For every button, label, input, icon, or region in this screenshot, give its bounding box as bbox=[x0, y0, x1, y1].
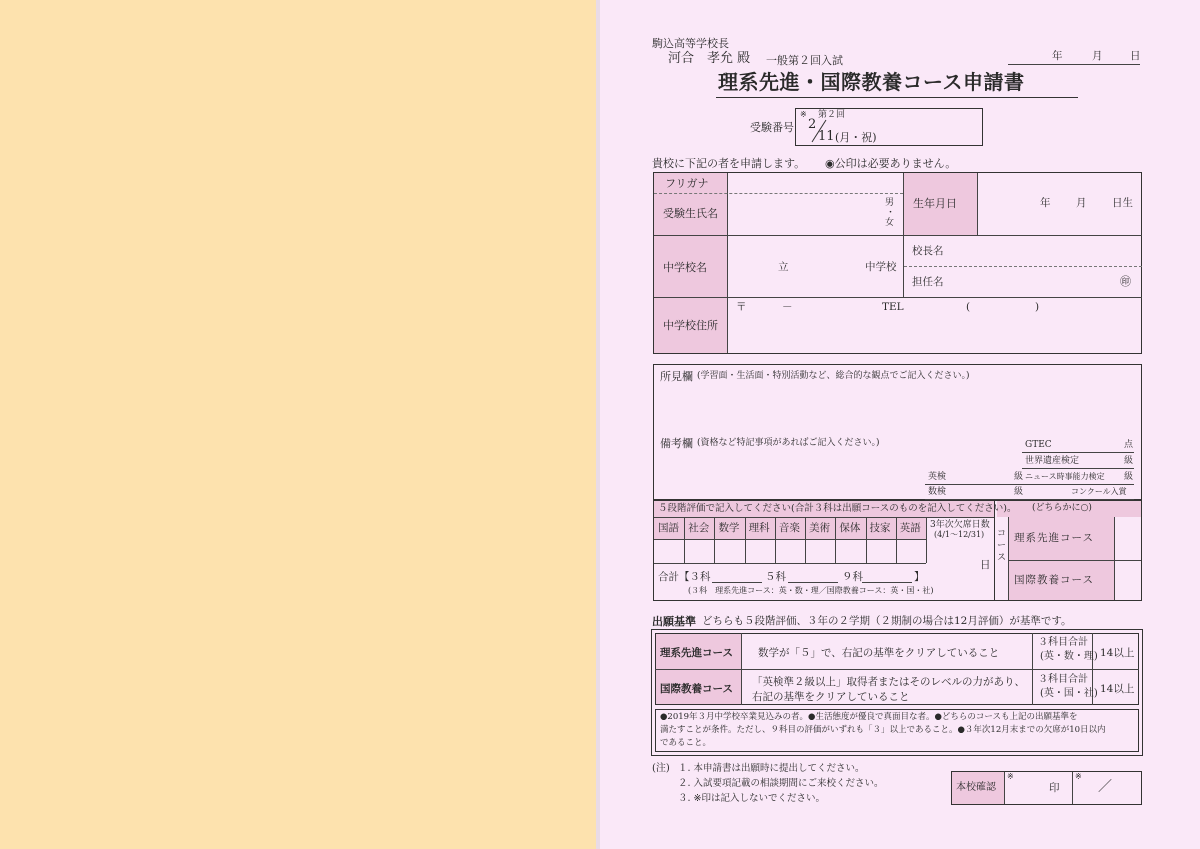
subject-label: 音楽 bbox=[778, 522, 800, 534]
teacher-label: 担任名 bbox=[912, 276, 944, 288]
criteria-row1-desc: 数学が「５」で、右記の基準をクリアしていること bbox=[758, 647, 1000, 659]
opinion-label: 所見欄 bbox=[660, 370, 693, 383]
subject-label: 美術 bbox=[809, 522, 831, 534]
confirm-slash: ／ bbox=[1098, 779, 1112, 795]
suken-grade: 級 bbox=[1014, 487, 1024, 497]
condition-line-2: 満たすことが条件。ただし、９科目の評価がいずれも「３」以上であること。●３年次12月末までの欠席が10日以内 bbox=[660, 725, 1106, 735]
subject-divider bbox=[896, 517, 897, 563]
school-ritsu: 立 bbox=[778, 261, 789, 273]
subject-grade-field[interactable] bbox=[776, 540, 804, 562]
notes-head: (注) bbox=[652, 763, 670, 774]
date-year: 年 bbox=[1052, 50, 1063, 62]
tel-label: TEL bbox=[882, 301, 904, 313]
subject-divider bbox=[866, 517, 867, 563]
subject-divider bbox=[805, 517, 806, 563]
tel-open: ( bbox=[966, 301, 971, 313]
gtec-label: GTEC bbox=[1025, 440, 1052, 450]
subject-label: 保体 bbox=[839, 522, 861, 534]
birth-date-field[interactable] bbox=[978, 174, 1141, 234]
criteria-row2-desc1: 「英検準２級以上」取得者またはそのレベルの力があり、 bbox=[752, 676, 1025, 688]
seal-note: ◉公印は必要ありません。 bbox=[825, 157, 957, 170]
furigana-label: フリガナ bbox=[665, 177, 709, 190]
note-item-3: ３. ※印は記入しないでください。 bbox=[678, 793, 825, 804]
applicant-name-label: 受験生氏名 bbox=[663, 207, 718, 220]
school-suffix: 中学校 bbox=[865, 261, 897, 273]
exam-round: 一般第２回入試 bbox=[766, 54, 843, 67]
subject-divider bbox=[684, 517, 685, 563]
exam-number-label: 受験番号 bbox=[750, 121, 794, 134]
note-item-1: １. 本申請書は出願時に提出してください。 bbox=[678, 763, 865, 774]
exam-number-mark: ※ bbox=[800, 110, 807, 119]
criteria-row1-sum-sub: (英・数・理) bbox=[1040, 651, 1098, 662]
exam-date-top: 2 bbox=[808, 117, 817, 132]
gender-female[interactable]: 女 bbox=[885, 218, 895, 228]
teacher-seal: ㊞ bbox=[1120, 275, 1131, 288]
absence-period: (4/1～12/31) bbox=[934, 530, 985, 539]
news-grade: 級 bbox=[1124, 472, 1134, 482]
subject-grade-field[interactable] bbox=[655, 540, 683, 562]
criteria-text: どちらも５段階評価、３年の２学期（２期制の場合は12月評価）が基準です。 bbox=[702, 615, 1072, 627]
absence-field[interactable] bbox=[928, 542, 978, 592]
subject-label: 理科 bbox=[748, 522, 770, 534]
date-day: 日 bbox=[1130, 50, 1141, 62]
gender-separator: ・ bbox=[886, 208, 896, 218]
total3-field[interactable] bbox=[712, 568, 762, 582]
title-underline bbox=[716, 97, 1078, 98]
junior-high-label: 中学校名 bbox=[663, 261, 707, 274]
total5-field[interactable] bbox=[788, 568, 838, 582]
principal-label: 校長名 bbox=[912, 245, 944, 257]
date-underline bbox=[1008, 64, 1140, 65]
subject-label: 数学 bbox=[718, 522, 740, 534]
date-month: 月 bbox=[1092, 50, 1103, 62]
subject-divider bbox=[745, 517, 746, 563]
page-title: 理系先進・国際教養コース申請書 bbox=[718, 70, 1025, 94]
criteria-row2-sum: ３科目合計 bbox=[1038, 674, 1088, 685]
subject-grade-field[interactable] bbox=[867, 540, 895, 562]
gender-male[interactable]: 男 bbox=[885, 198, 895, 208]
total-label: 合計【３科 bbox=[658, 571, 711, 583]
subject-grade-field[interactable] bbox=[685, 540, 713, 562]
teacher-field[interactable] bbox=[950, 268, 1115, 295]
criteria-label: 出願基準 bbox=[652, 615, 696, 628]
postal-dash: － bbox=[782, 301, 793, 313]
suken-label: 数検 bbox=[928, 487, 947, 497]
criteria-row2-desc2: 右記の基準をクリアしていること bbox=[752, 691, 910, 703]
criteria-row2-min: 14以上 bbox=[1100, 683, 1135, 695]
exam-date-bottom: 11 bbox=[818, 129, 835, 144]
subject-label: 社会 bbox=[688, 522, 710, 534]
subject-grade-field[interactable] bbox=[836, 540, 864, 562]
subject-grade-field[interactable] bbox=[806, 540, 834, 562]
course-vertical-label: コース bbox=[997, 529, 1007, 563]
subject-label: 技家 bbox=[869, 522, 891, 534]
exam-date-note: (月・祝) bbox=[835, 131, 877, 144]
note-item-2: ２. 入試要項記載の相談期間にご来校ください。 bbox=[678, 778, 884, 789]
criteria-row2-course: 国際教養コース bbox=[660, 683, 733, 695]
intro-text: 貴校に下記の者を申請します。 bbox=[652, 157, 806, 170]
choice-hint: (どちらかに○) bbox=[1032, 503, 1092, 513]
tel-close: ) bbox=[1035, 301, 1040, 313]
criteria-row1-sum: ３科目合計 bbox=[1038, 637, 1088, 648]
confirm-label: 本校確認 bbox=[956, 782, 996, 793]
opinion-hint: (学習面・生活面・特別活動など、総合的な観点でご記入ください。) bbox=[697, 371, 970, 381]
furigana-field[interactable] bbox=[728, 174, 902, 192]
subject-divider bbox=[714, 517, 715, 563]
total-bracket: 】 bbox=[914, 571, 925, 583]
birth-day: 日生 bbox=[1112, 197, 1133, 209]
school-address-field[interactable] bbox=[728, 299, 1140, 352]
sekai-grade: 級 bbox=[1124, 456, 1134, 466]
concours-label: コンクール入賞 bbox=[1071, 487, 1127, 496]
opinion-field[interactable] bbox=[656, 386, 1138, 430]
sekai-label: 世界遺産検定 bbox=[1025, 456, 1080, 466]
birth-year: 年 bbox=[1040, 197, 1051, 209]
news-label: ニュース時事能力検定 bbox=[1025, 472, 1105, 481]
eiken-grade: 級 bbox=[1014, 472, 1024, 482]
criteria-row1-course: 理系先進コース bbox=[660, 647, 733, 659]
criteria-row1-min: 14以上 bbox=[1100, 647, 1135, 659]
condition-line-3: であること。 bbox=[660, 738, 712, 748]
total5-label: ５科 bbox=[765, 571, 786, 583]
absence-unit: 日 bbox=[980, 559, 991, 571]
junior-high-field[interactable] bbox=[728, 237, 902, 295]
subject-divider bbox=[775, 517, 776, 563]
eiken-label: 英検 bbox=[928, 472, 947, 482]
birth-label: 生年月日 bbox=[913, 197, 957, 210]
notes-hint: (資格など特記事項があればご記入ください。) bbox=[697, 438, 880, 448]
applicant-name-field[interactable] bbox=[728, 195, 878, 233]
gtec-point: 点 bbox=[1124, 440, 1134, 450]
total9-label: ９科 bbox=[842, 571, 863, 583]
postal-mark: 〒 bbox=[736, 301, 747, 313]
absence-label: 3年次欠席日数 bbox=[930, 520, 990, 530]
confirm-seal: 印 bbox=[1049, 782, 1060, 794]
exam-number-round: 第２回 bbox=[818, 110, 846, 120]
total-note: (３科 理系先進コース：英・数・理／国際教養コース：英・国・社) bbox=[688, 586, 934, 595]
school-name: 駒込高等学校長 bbox=[652, 37, 729, 50]
total9-field[interactable] bbox=[862, 568, 912, 582]
principal-field[interactable] bbox=[950, 238, 1140, 264]
criteria-row2-sum-sub: (英・国・社) bbox=[1040, 688, 1098, 699]
subject-divider bbox=[835, 517, 836, 563]
subject-grade-field[interactable] bbox=[897, 540, 925, 562]
left-blank-page bbox=[0, 0, 596, 849]
subject-label: 英語 bbox=[899, 522, 921, 534]
notes-label: 備考欄 bbox=[660, 437, 693, 450]
grades-header: ５段階評価で記入してください(合計３科は出願コースのものを記入してください)。 bbox=[658, 503, 1017, 514]
notes-field[interactable] bbox=[656, 452, 916, 496]
addressee: 河合 孝允 殿 bbox=[668, 51, 751, 66]
confirm-mark-1: ※ bbox=[1007, 772, 1014, 781]
school-address-label: 中学校住所 bbox=[663, 319, 718, 332]
course2-choice[interactable] bbox=[1115, 561, 1141, 599]
subject-label: 国語 bbox=[658, 522, 679, 534]
course1-label: 理系先進コース bbox=[1014, 532, 1094, 544]
course2-label: 国際教養コース bbox=[1014, 574, 1094, 586]
confirm-mark-2: ※ bbox=[1075, 772, 1082, 781]
birth-month: 月 bbox=[1076, 197, 1087, 209]
condition-line-1: ●2019年３月中学校卒業見込みの者。●生活態度が優良で真面目な者。●どちらのコースも上記の出願基準を bbox=[660, 712, 1078, 722]
subject-grade-field[interactable] bbox=[715, 540, 743, 562]
subject-grade-field[interactable] bbox=[746, 540, 774, 562]
course1-choice[interactable] bbox=[1115, 518, 1141, 559]
